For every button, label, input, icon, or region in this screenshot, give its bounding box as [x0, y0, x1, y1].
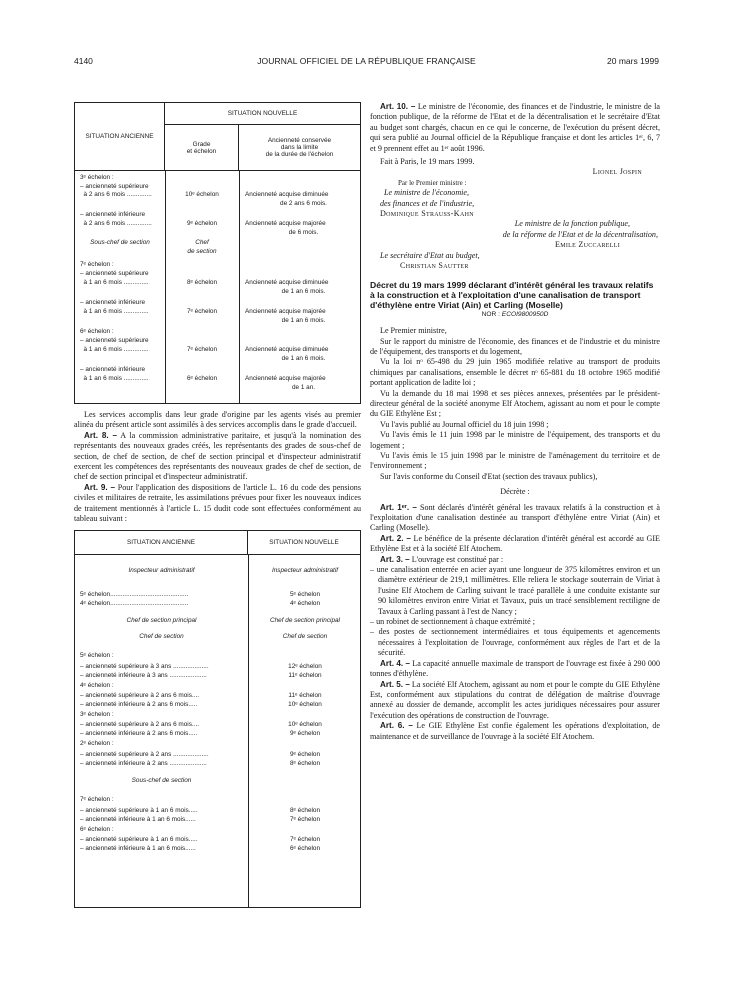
t1-cell-anciennete: Ancienneté acquise diminuée [245, 346, 329, 353]
t2-cell-new [248, 740, 362, 749]
t1-cell-grade [165, 337, 239, 345]
t2-cell-old: 6ᵉ échelon : [80, 826, 114, 834]
article-3: Art. 3. – L'ouvrage est constitué par : [380, 554, 504, 564]
t1-cell-old: – ancienneté supérieure [80, 183, 149, 190]
t2-row [75, 617, 362, 626]
t1-cell-old [75, 248, 165, 256]
t2-cell-new: 11ᵉ échelon [288, 672, 322, 680]
t2-cell-new: 9ᵉ échelon [289, 751, 321, 759]
article-5: Art. 5. – La société Elf Atochem, agissant au nom et pour le compte du GIE Ethylène Est, conformément aux stipulations du contrat de délégation de maîtrise d'ouvrage annexé au dossier de demande, accomplit les actes juridiques nécessaires pour assurer l'exécution des opérations de construction de l'ouvrage. [370, 679, 660, 720]
article-1: Art. 1ᵉʳ. – Sont déclarés d'intérêt général les travaux relatifs à la construction et à l'exploitation d'une canalisation destinée au transport d'éthylène entre Viriat (Ain) et Carling (Moselle). [370, 502, 660, 533]
t1-cell-anciennete [239, 239, 362, 247]
article-8-label: Art. 8. – [84, 430, 118, 440]
visa-3: Vu la demande du 18 mai 1998 et ses pièces annexes, présentées par le président-directeur général de la société anonyme Elf Atochem, agissant au nom et pour le compte du GIE Ethylène Est ; [370, 388, 660, 419]
t1-cell-anciennete [239, 328, 362, 336]
t1-cell-grade [165, 288, 239, 296]
t2-cell-old: – ancienneté supérieure à 2 ans 6 mois.... [80, 692, 200, 700]
t2-cell-new: 5ᵉ échelon [289, 591, 321, 599]
t1-cell-grade [165, 211, 239, 219]
t2-cell-new: Inspecteur administratif [271, 567, 339, 575]
t2-cell-new [248, 777, 362, 786]
t2-cell-old: 5ᵉ échelon : [80, 652, 114, 660]
t2-cell-new: 10ᵉ échelon [288, 721, 322, 729]
t1-cell-grade [165, 270, 239, 278]
pm-name: Lionel Jospin [592, 167, 642, 177]
left-column [74, 102, 361, 908]
t1-row [75, 308, 362, 316]
t1-cell-grade: 10ᵉ échelon [185, 191, 219, 198]
min-eco-line1: Le ministre de l'économie, [384, 188, 470, 198]
t1-cell-old: – ancienneté inférieure [80, 299, 146, 306]
t2-cell-new: 9ᵉ échelon [289, 730, 321, 738]
t1-cell-old [75, 384, 165, 392]
t1-cell-grade: 9ᵉ échelon [186, 220, 218, 227]
t2-cell-new: 6ᵉ échelon [289, 845, 321, 853]
t2-row [75, 721, 362, 730]
article-8 [74, 431, 361, 483]
article-10-label: Art. 10. – [380, 102, 416, 111]
t2-row [75, 816, 362, 825]
t2-cell-new [248, 652, 362, 661]
visa-5: Vu l'avis émis le 11 juin 1998 par le ministre de l'équipement, des transports et du logement ; [370, 430, 660, 450]
t1-cell-old: à 1 an 6 mois .............. [80, 346, 149, 353]
t2-row [75, 600, 362, 609]
t2-cell-old: 3ᵉ échelon : [80, 711, 114, 719]
t1-cell-grade [165, 174, 239, 182]
echelon-table-2 [74, 530, 361, 908]
t1-row [75, 279, 362, 287]
t2-row [75, 591, 362, 600]
t1-header-new: SITUATION NOUVELLE [165, 103, 360, 125]
t2-cell-new [248, 682, 362, 691]
t1-cell-grade [165, 299, 239, 307]
t1-row [75, 384, 362, 392]
t1-cell-anciennete: de 2 ans 6 mois. [280, 200, 327, 207]
t1-cell-old: à 1 an 6 mois .............. [80, 308, 149, 315]
list-item: – des postes de sectionnement intermédiaires et tous équipements et agencements nécessaires à l'exploitation de l'ouvrage, conformément aux règles de l'art et de la sécurité. [370, 627, 660, 658]
t1-row [75, 248, 362, 256]
t1-row [75, 174, 362, 182]
t1-cell-old: Sous-chef de section [90, 239, 150, 246]
t2-row [75, 836, 362, 845]
t2-row [75, 692, 362, 701]
t1-row [75, 191, 362, 199]
t2-header-new: SITUATION NOUVELLE [269, 539, 339, 547]
t1-cell-old [75, 317, 165, 325]
t2-row [75, 845, 362, 854]
journal-title: JOURNAL OFFICIEL DE LA RÉPUBLIQUE FRANÇAISE [257, 56, 476, 66]
article-3-list [370, 565, 660, 659]
t1-cell-anciennete [239, 337, 362, 345]
t1-cell-anciennete [239, 211, 362, 219]
list-item: – une canalisation enterrée en acier ayant une longueur de 375 kilomètres environ et un diamètre extérieur de 219,1 millimètres. Elle reliera le stockage souterrain de Viriat à l'usine Elf Atochem de Carling suivant le tracé parallèle à une conduite existante sur 90 kilomètres environ entre Viriat et Tavaux, puis un tracé sensiblement rectiligne de Tavaux à Carling passant à l'est de Nancy ; [370, 565, 660, 616]
t2-cell-old: Inspecteur administratif [128, 567, 195, 575]
t2-cell-new [248, 826, 362, 835]
t2-cell-new: 8ᵉ échelon [289, 807, 321, 815]
t1-row [75, 375, 362, 383]
t2-cell-old: – ancienneté supérieure à 2 ans 6 mois.... [80, 721, 200, 729]
t1-cell-old: à 1 an 6 mois .............. [80, 279, 149, 286]
page-number: 4140 [74, 56, 93, 66]
t2-cell-old: Sous-chef de section [131, 777, 192, 785]
t1-cell-grade: 8ᵉ échelon [186, 279, 218, 286]
t2-cell-new: 4ᵉ échelon [289, 600, 321, 608]
article-9-label: Art. 9. – [84, 482, 116, 492]
t2-cell-old: 5ᵉ échelon............................................ [80, 591, 189, 599]
t2-cell-new [248, 796, 362, 805]
t1-row [75, 229, 362, 237]
t1-header-old: SITUATION ANCIENNE [75, 103, 165, 170]
par-premier-ministre: Par le Premier ministre : [398, 178, 467, 187]
t2-cell-old: – ancienneté inférieure à 3 ans ..................... [80, 672, 207, 680]
t2-cell-new: Chef de section [282, 633, 328, 641]
t1-header-anciennete: Ancienneté conservée dans la limite de la durée de l'échelon [265, 137, 334, 158]
t2-cell-old: – ancienneté inférieure à 2 ans 6 mois..... [80, 701, 198, 709]
article-10 [370, 102, 660, 154]
t1-cell-anciennete: Ancienneté acquise majorée [245, 308, 326, 315]
sec-budget-name: Christian Sautter [400, 261, 469, 271]
echelon-table-1 [74, 102, 361, 404]
t2-row [75, 633, 362, 642]
t1-cell-old: 6ᵉ échelon : [80, 328, 114, 335]
t2-row [75, 701, 362, 710]
issue-date: 20 mars 1999 [607, 56, 659, 66]
t1-cell-grade: 7ᵉ échelon [186, 346, 218, 353]
min-fp-line1: Le ministre de la fonction publique, [514, 219, 630, 229]
visa-6: Vu l'avis émis le 15 juin 1998 par le ministre de l'aménagement du territoire et de l'environnement ; [370, 450, 660, 471]
t1-row [75, 337, 362, 345]
sec-budget-line: Le secrétaire d'Etat au budget, [380, 250, 480, 260]
t1-cell-old [75, 288, 165, 296]
t2-row [75, 567, 362, 576]
t1-row [75, 355, 362, 363]
t1-row [75, 328, 362, 336]
article-10-text: Le ministre de l'économie, des finances et de l'industrie, le ministre de la fonction publique, de la réforme de l'Etat et de la décentralisation et le secrétaire d'Etat au budget sont chargés, chacun en ce qui le concerne, de l'exécution du présent décret, qui sera publié au Journal officiel de la République française et dont les articles 1ᵉʳ, 6, 7 et 9 prennent effet au 1ᵉʳ août 1996. [370, 102, 660, 153]
t2-cell-old: – ancienneté supérieure à 3 ans .................... [80, 663, 209, 671]
t1-cell-anciennete: Ancienneté acquise majorée [245, 375, 326, 382]
t2-row [75, 711, 362, 720]
t1-cell-old: 7ᵉ échelon : [80, 261, 114, 268]
t2-cell-new: 8ᵉ échelon [289, 760, 321, 768]
t1-cell-grade: de section [187, 248, 217, 255]
t2-row [75, 652, 362, 661]
t1-cell-old [75, 200, 165, 208]
t1-cell-anciennete: Ancienneté acquise diminuée [245, 191, 329, 198]
t2-cell-old: – ancienneté supérieure à 1 an 6 mois..... [80, 807, 198, 815]
t1-cell-grade [165, 328, 239, 336]
t2-cell-new: 11ᵉ échelon [288, 692, 322, 700]
t1-cell-anciennete: de 1 an. [291, 384, 316, 391]
t1-row [75, 288, 362, 296]
t2-cell-new: 12ᵉ échelon [288, 663, 322, 671]
t1-cell-anciennete [239, 248, 362, 256]
t1-cell-grade [165, 366, 239, 374]
t1-header-grade: Grade et échelon [165, 125, 239, 170]
t2-cell-old: Chef de section principal [126, 617, 197, 625]
t2-row [75, 751, 362, 760]
t1-cell-old: à 1 an 6 mois .............. [80, 375, 149, 382]
article-8-text: A la commission administrative paritaire, et jusqu'à la nomination des représentants des nouveaux grades créés, les représentants des grades de sous-chef de section, de chef de section, de chef de section principal et d'inspecteur administratif exercent les compétences des représentants des nouveaux grades de chef de section, de chef de section principal et d'inspecteur administratif. [74, 430, 361, 482]
t1-row [75, 211, 362, 219]
t1-cell-anciennete: de 1 an 6 mois. [281, 355, 326, 362]
t2-cell-old: 4ᵉ échelon : [80, 682, 114, 690]
t2-row [75, 796, 362, 805]
t1-cell-old [75, 355, 165, 363]
min-fp-name: Emile Zuccarelli [554, 240, 620, 250]
t1-cell-anciennete [239, 174, 362, 182]
article-6: Art. 6. – Le GIE Ethylène Est confie également les opérations d'exploitation, de maintenance et de surveillance de l'ouvrage à la société Elf Atochem. [370, 721, 660, 741]
t1-cell-old: – ancienneté inférieure [80, 211, 146, 218]
t2-cell-old: – ancienneté inférieure à 2 ans 6 mois..... [80, 730, 198, 738]
t1-cell-grade [165, 317, 239, 325]
t1-cell-anciennete: de 1 an 6 mois. [281, 288, 326, 295]
t2-cell-old: Chef de section [139, 633, 184, 641]
t1-cell-grade: 6ᵉ échelon [186, 375, 218, 382]
t2-cell-new [248, 711, 362, 720]
t2-row [75, 777, 362, 786]
t1-cell-grade: Chef [195, 239, 209, 246]
t2-cell-new: 7ᵉ échelon [289, 816, 321, 824]
t1-body [75, 171, 360, 403]
t1-row [75, 317, 362, 325]
t2-cell-new: 10ᵉ échelon [288, 701, 322, 709]
min-eco-line2: des finances et de l'industrie, [380, 198, 475, 208]
t1-row [75, 239, 362, 247]
t1-cell-anciennete [239, 299, 362, 307]
article-9 [74, 483, 361, 525]
t1-cell-old: – ancienneté supérieure [80, 337, 149, 344]
t1-cell-anciennete: de 1 an 6 mois. [281, 317, 326, 324]
visa-1: Sur le rapport du ministre de l'économie, des finances et de l'industrie et du ministre de l'équipement, des transports et du logement, [370, 336, 660, 356]
t1-cell-old: – ancienneté inférieure [80, 366, 146, 373]
t2-cell-old: 4ᵉ échelon............................................ [80, 600, 189, 608]
t2-cell-old: – ancienneté inférieure à 1 an 6 mois...... [80, 845, 196, 853]
t1-row [75, 299, 362, 307]
t2-cell-new: 7ᵉ échelon [289, 836, 321, 844]
visa-4: Vu l'avis publié au Journal officiel du 18 juin 1998 ; [380, 419, 549, 429]
t2-row [75, 740, 362, 749]
t1-row [75, 270, 362, 278]
t2-cell-old: – ancienneté inférieure à 2 ans ..................... [80, 760, 207, 768]
t1-cell-old: – ancienneté supérieure [80, 270, 149, 277]
t2-cell-old: 7ᵉ échelon : [80, 796, 114, 804]
t1-cell-anciennete: Ancienneté acquise diminuée [245, 279, 329, 286]
t2-row [75, 672, 362, 681]
t1-cell-grade [165, 261, 239, 269]
t1-cell-grade: 7ᵉ échelon [186, 308, 218, 315]
visa-2: Vu la loi nᵒ 65-498 du 29 juin 1965 modifiée relative au transport de produits chimiques par canalisations, ensemble le décret nᵒ 65-881 du 18 octobre 1965 modifié portant application de ladite loi ; [370, 357, 660, 388]
signature-place-date: Fait à Paris, le 19 mars 1999. [380, 157, 475, 167]
t1-cell-old [75, 229, 165, 237]
t1-cell-anciennete: de 6 mois. [288, 229, 319, 236]
list-item: – un robinet de sectionnement à chaque extrémité ; [370, 617, 535, 627]
t2-row [75, 807, 362, 816]
t1-cell-old: à 2 ans 6 mois .............. [80, 220, 152, 227]
t1-cell-anciennete [239, 270, 362, 278]
right-column [370, 102, 660, 742]
t1-row [75, 261, 362, 269]
t2-cell-old: 2ᵉ échelon : [80, 740, 114, 748]
t2-row [75, 826, 362, 835]
decret-title: Décret du 19 mars 1999 déclarant d'intérêt général les travaux relatifs à la construction et à l'exploitation d'une canalisation de transport d'éthylène entre Viriat (Ain) et Carling (Moselle) [370, 279, 654, 310]
t2-header-old: SITUATION ANCIENNE [75, 531, 248, 554]
t2-cell-new: Chef de section principal [270, 617, 340, 625]
t1-cell-anciennete [239, 366, 362, 374]
t2-row [75, 682, 362, 691]
t2-row [75, 663, 362, 672]
t1-cell-grade [165, 229, 239, 237]
page-header [74, 56, 659, 70]
t1-row [75, 220, 362, 228]
t2-cell-old: – ancienneté supérieure à 1 an 6 mois..... [80, 836, 198, 844]
t1-cell-anciennete: Ancienneté acquise majorée [245, 220, 326, 227]
t2-cell-old: – ancienneté supérieure à 2 ans .................... [80, 751, 209, 759]
decrete: Décrète : [500, 487, 530, 497]
article-4: Art. 4. – La capacité annuelle maximale de transport de l'ouvrage est fixée à 290 000 tonnes d'éthylène. [370, 658, 660, 679]
paragraph-services: Les services accomplis dans leur grade d'origine par les agents visés au premier alinéa du présent article sont assimilés à des services accomplis dans le grade d'accueil. [74, 410, 361, 430]
t1-cell-grade [165, 384, 239, 392]
t2-row [75, 730, 362, 739]
visa-7: Sur l'avis conforme du Conseil d'Etat (section des travaux publics), [380, 471, 598, 481]
t2-cell-old: – ancienneté inférieure à 1 an 6 mois...... [80, 816, 196, 824]
t1-cell-anciennete [239, 261, 362, 269]
t1-cell-old: 3ᵉ échelon : [80, 174, 114, 181]
article-2: Art. 2. – Le bénéfice de la présente déclaration d'intérêt général est accordé au GIE Ethylène Est et à la société Elf Atochem. [370, 533, 660, 554]
nor-reference: NOR : ECOI9800950D [481, 311, 549, 319]
t1-row [75, 346, 362, 354]
t1-row [75, 366, 362, 374]
t1-cell-grade [165, 200, 239, 208]
min-eco-name: Dominique Strauss-Kahn [380, 209, 474, 219]
t1-cell-old: à 2 ans 6 mois .............. [80, 191, 152, 198]
min-fp-line2: de la réforme de l'Etat et de la décentralisation, [502, 229, 658, 239]
article-9-text: Pour l'application des dispositions de l'article L. 16 du code des pensions civiles et militaires de retraite, les assimilations prévues pour fixer les nouveaux indices de traitement mentionnés à l'article L. 15 dudit code sont effectuées conformément au tableau suivant : [74, 482, 361, 524]
t1-row [75, 200, 362, 208]
t2-row [75, 760, 362, 769]
premier-ministre: Le Premier ministre, [380, 326, 447, 336]
t1-cell-grade [165, 355, 239, 363]
